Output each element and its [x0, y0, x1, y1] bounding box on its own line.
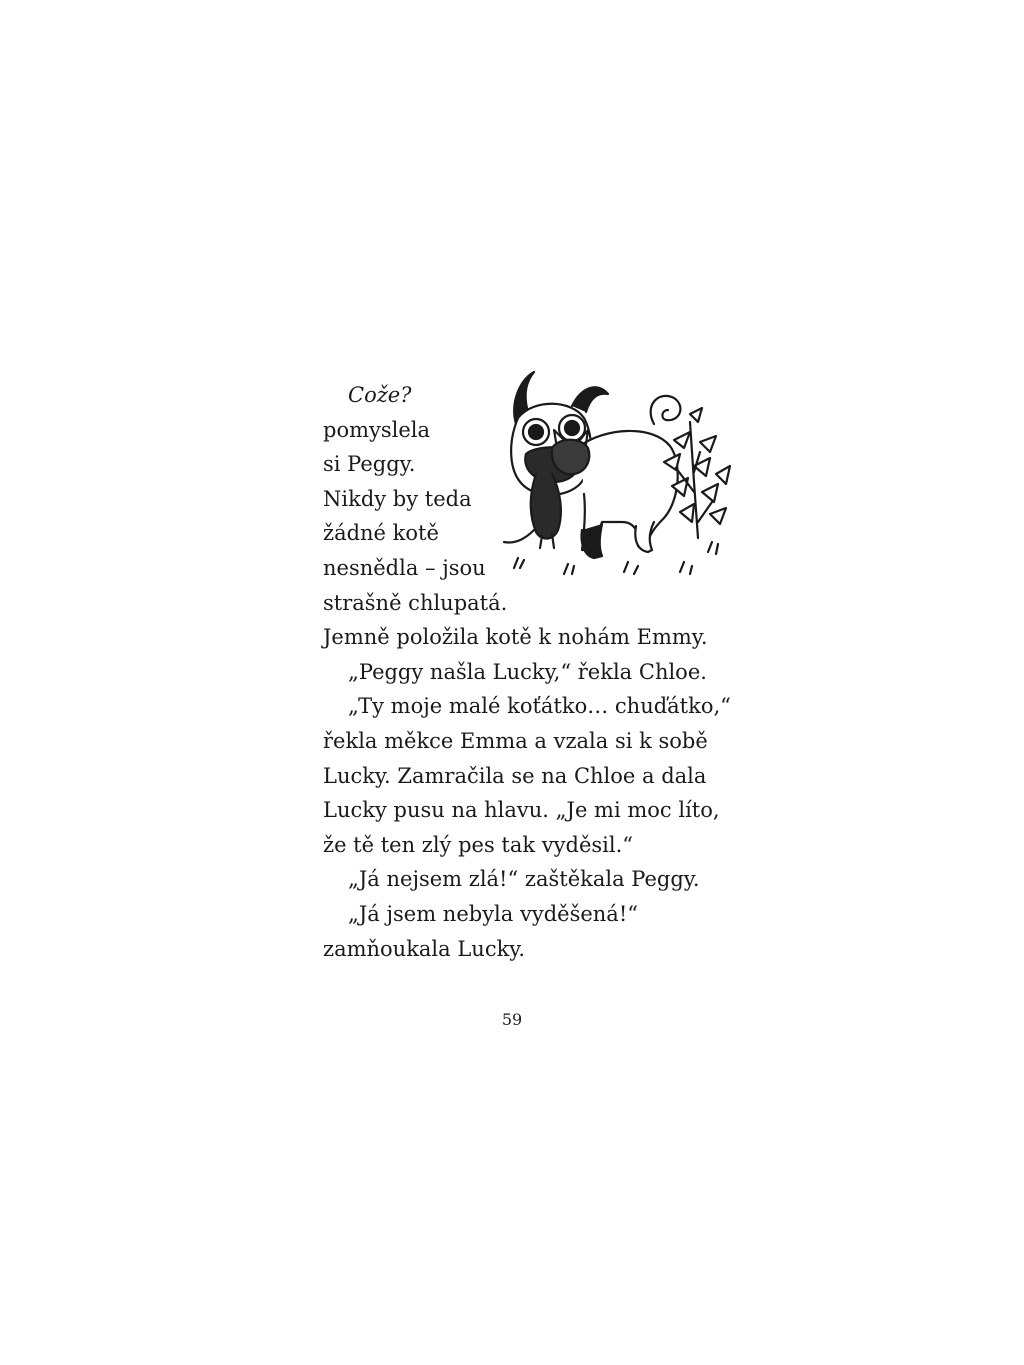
text-line: řekla měkce Emma a vzala si k sobě [323, 728, 708, 753]
text-line: zamňoukala Lucky. [323, 936, 526, 961]
pug-with-kitten-illustration [494, 362, 738, 588]
text-line: si Peggy. [323, 452, 416, 477]
text-line: pomyslela [323, 417, 431, 442]
text-line: strašně chlupatá. [323, 590, 508, 615]
text-line: „Peggy našla Lucky,“ řekla Chloe. [348, 659, 707, 684]
text-line: Nikdy by teda [323, 486, 472, 511]
text-line: Cože? [348, 383, 412, 407]
text-line: nesnědla – jsou [323, 555, 486, 580]
text-line: „Já jsem nebyla vyděšená!“ [348, 901, 638, 926]
text-line: Lucky. Zamračila se na Chloe a dala [323, 763, 707, 788]
text-line: že tě ten zlý pes tak vyděsil.“ [323, 832, 633, 857]
text-line: „Ty moje malé koťátko… chuďátko,“ [348, 694, 731, 719]
text-line: „Já nejsem zlá!“ zaštěkala Peggy. [348, 867, 700, 892]
text-line: žádné kotě [323, 521, 439, 546]
text-line: Jemně položila kotě k nohám Emmy. [323, 625, 708, 650]
page-number: 59 [501, 1010, 523, 1029]
text-line: Lucky pusu na hlavu. „Je mi moc líto, [323, 798, 720, 823]
